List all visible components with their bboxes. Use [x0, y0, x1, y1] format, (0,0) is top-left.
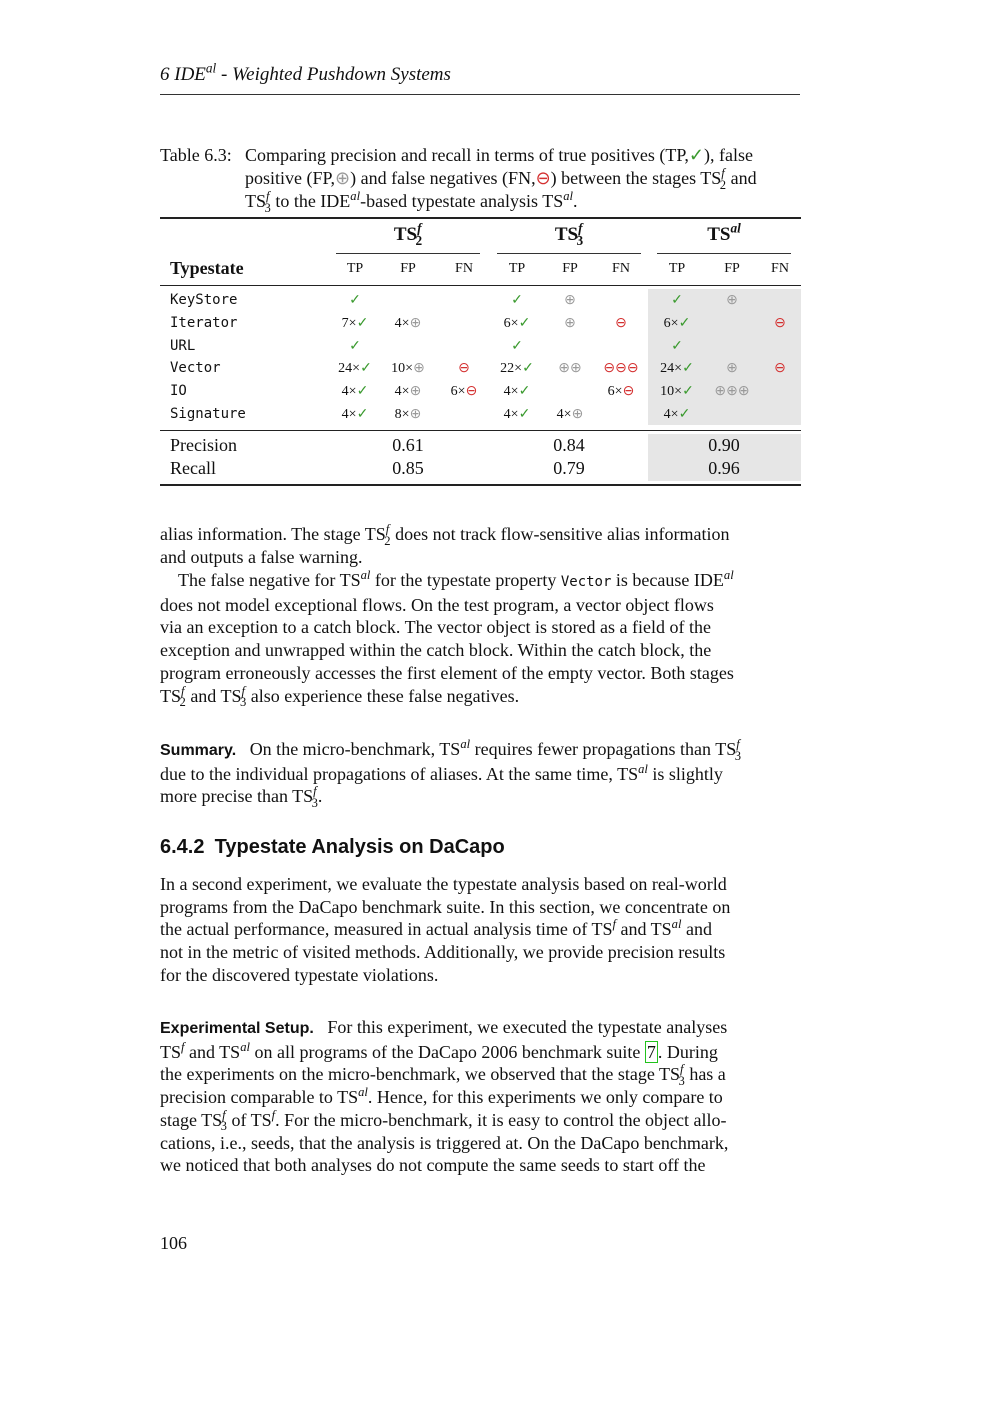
table-cell	[378, 360, 438, 377]
table-cell	[591, 383, 651, 400]
recall-ts2: 0.85	[392, 458, 424, 478]
code-vector: Vector	[560, 574, 612, 590]
row-label: Vector	[170, 360, 221, 377]
table-cell	[325, 292, 385, 309]
cell-count: 4×	[503, 407, 519, 422]
group-rule-ts2	[336, 253, 480, 254]
row-label: KeyStore	[170, 292, 238, 308]
check-icon: ✓	[682, 384, 694, 400]
table-cell	[750, 315, 810, 332]
table-cell	[325, 338, 385, 355]
cell-count: 7×	[341, 315, 357, 331]
cell-count: 4×	[663, 407, 679, 422]
minus-circle-icon: ⊖	[535, 168, 551, 188]
table-cell	[487, 360, 547, 377]
check-icon: ✓	[678, 407, 691, 422]
summary-paragraph: Summary. On the micro-benchmark, $TS^{al}$ requires fewer propagations than $TS^f_3$ due to the individual propagations of aliases. At the same time, $TS^{al}$ is slightly more precise than $TS^f_3$.	[160, 737, 741, 810]
group-ts2: $TS^f_2$	[393, 220, 423, 248]
minus-circle-icon: ⊖	[622, 384, 635, 400]
column-header-tp: TP	[668, 261, 686, 276]
check-icon: ✓	[511, 338, 523, 354]
cell-count: 10×	[391, 361, 414, 377]
plus-circle-icon: ⊕	[409, 315, 422, 331]
precision-label: Precision	[170, 435, 237, 455]
check-icon: ✓	[349, 338, 361, 354]
column-header-tp: TP	[346, 261, 364, 276]
plus-circle-icon: ⊕	[726, 384, 738, 400]
minus-circle-icon: ⊖	[774, 315, 786, 331]
table-cell	[325, 406, 385, 423]
row-label: URL	[170, 337, 196, 354]
cell-count: 6×	[503, 315, 519, 331]
plus-circle-icon: ⊕	[726, 293, 738, 308]
minus-circle-icon: ⊖	[774, 361, 786, 377]
table-top-rule	[160, 217, 801, 219]
experimental-setup-label: Experimental Setup.	[160, 1020, 314, 1037]
check-icon: ✓	[356, 315, 369, 331]
section-number: 6.4.2	[160, 836, 205, 858]
section-heading	[160, 836, 505, 859]
plus-circle-icon: ⊕	[570, 361, 582, 377]
cell-count: 22×	[500, 361, 523, 377]
check-icon: ✓	[671, 338, 683, 354]
table-mid-rule	[160, 285, 801, 286]
plus-circle-icon: ⊕	[726, 361, 738, 377]
check-icon: ✓	[360, 361, 372, 377]
column-header-fn: FN	[455, 261, 473, 276]
table-cell	[325, 383, 385, 400]
citation-link[interactable]: 7	[646, 1041, 656, 1062]
plus-circle-icon: ⊕	[714, 384, 727, 400]
group-tsal: $TS^{al}$	[707, 220, 741, 245]
cell-count: 24×	[660, 361, 683, 377]
column-header-fn: FN	[612, 261, 630, 276]
table-summary-rule	[160, 430, 801, 431]
table-cell	[540, 406, 600, 423]
section-title: Typestate Analysis on DaCapo	[214, 836, 505, 858]
column-header-fp: FP	[562, 261, 578, 276]
cell-count: 4×	[394, 315, 410, 331]
precision-ts3: 0.84	[553, 435, 585, 455]
check-icon: ✓	[682, 361, 694, 377]
cell-count: 4×	[341, 384, 357, 400]
minus-circle-icon: ⊖	[465, 384, 478, 400]
check-icon: ✓	[688, 145, 704, 165]
plus-circle-icon: ⊕	[564, 315, 576, 331]
table-cell	[647, 406, 707, 423]
typestate-header: Typestate	[170, 258, 244, 278]
check-icon: ✓	[518, 384, 531, 400]
recall-label: Recall	[170, 458, 216, 478]
cell-count: 10×	[660, 384, 683, 400]
column-header-tp: TP	[508, 261, 526, 276]
minus-circle-icon: ⊖	[603, 361, 616, 377]
plus-circle-icon: ⊕	[335, 168, 351, 188]
table-cell	[487, 315, 547, 332]
precision-ts2: 0.61	[392, 435, 424, 455]
group-rule-ts3	[497, 253, 641, 254]
check-icon: ✓	[356, 407, 369, 422]
table-cell	[325, 315, 385, 332]
table-cell	[378, 383, 438, 400]
table-cell	[487, 383, 547, 400]
check-icon: ✓	[349, 293, 361, 308]
column-header-fn: FN	[771, 261, 789, 276]
table-cell	[591, 360, 651, 377]
cell-count: 4×	[556, 407, 572, 422]
cell-count: 24×	[338, 361, 361, 377]
table-cell	[702, 383, 762, 400]
caption-label: Table 6.3:	[160, 145, 232, 165]
cell-count: 4×	[341, 407, 357, 422]
table-cell	[487, 338, 547, 355]
cell-count: 6×	[607, 384, 623, 400]
cell-count: 4×	[503, 384, 519, 400]
recall-ts3: 0.79	[553, 458, 585, 478]
plus-circle-icon: ⊕	[564, 293, 576, 308]
table-cell	[647, 338, 707, 355]
plus-circle-icon: ⊕	[409, 407, 422, 422]
table-cell	[378, 315, 438, 332]
check-icon: ✓	[511, 293, 523, 308]
plus-circle-icon: ⊕	[558, 361, 570, 377]
row-label: Iterator	[170, 314, 238, 331]
table-cell	[647, 360, 707, 377]
check-icon: ✓	[678, 315, 691, 331]
cell-count: 6×	[450, 384, 466, 400]
row-label: Signature	[170, 406, 246, 422]
check-icon: ✓	[518, 315, 531, 331]
plus-circle-icon: ⊕	[409, 384, 422, 400]
table-cell	[591, 315, 651, 332]
check-icon: ✓	[671, 293, 683, 308]
recall-tsal: 0.96	[708, 458, 740, 478]
group-rule-tsal	[657, 253, 791, 254]
precision-tsal: 0.90	[708, 435, 740, 455]
minus-circle-icon: ⊖	[458, 361, 470, 377]
table-caption: Table 6.3: Comparing precision and recall in terms of true positives (TP,✓), false positive (FP,⊕) and false negatives (FN,⊖) between the stages $TS^f_2$ and $TS^f_3$ to the $IDE^{al}$-based typestate analysis $TS^{al}$.	[160, 145, 757, 215]
summary-label: Summary.	[160, 742, 237, 759]
column-header-fp: FP	[724, 261, 740, 276]
group-ts3: $TS^f_3$	[554, 220, 584, 248]
plus-circle-icon: ⊕	[737, 384, 750, 400]
table-cell	[434, 383, 494, 400]
table-cell	[540, 292, 600, 309]
body-paragraph-false-negative: The false negative for $TS^{al}$ for the typestate property Vector is because $IDE^{al}$ does not model exceptional flows. On the test program, a vector object flows via an exception to a catch block. The vector object is stored as a field of the exception and unwrapped within the catch block. Within the catch block, the program erroneously accesses the first element of the empty vector. Both stages $TS^f_2$ and $TS^f_3$ also experience these false negatives.	[160, 568, 734, 710]
table-cell	[647, 292, 707, 309]
table-cell	[647, 383, 707, 400]
table-cell	[378, 406, 438, 423]
table-cell	[702, 292, 762, 309]
table-cell	[750, 360, 810, 377]
cell-count: 4×	[394, 384, 410, 400]
minus-circle-icon: ⊖	[626, 361, 639, 377]
plus-circle-icon: ⊕	[413, 361, 425, 377]
check-icon: ✓	[518, 407, 531, 422]
running-header: 6 $IDE^{al}$ - Weighted Pushdown Systems	[160, 64, 800, 95]
table-cell	[434, 360, 494, 377]
cell-count: 6×	[663, 315, 679, 331]
cell-count: 8×	[394, 407, 410, 422]
table-bottom-rule	[160, 484, 801, 486]
body-paragraph-setup: Experimental Setup. For this experiment, we executed the typestate analyses $TS^f$ and $TS^{al}$ on all programs of the DaCapo 2006 benchmark suite 7 . During the experiments on the micro-benchmark, we observed that the stage $TS^f_3$ has a precision comparable to $TS^{al}$. Hence, for this experiments we only compare to stage $TS^f_3$ of $TS^f$. For the micro-benchmark, it is easy to control the object allo- cations, i.e., seeds, that the analysis is triggered at. On the DaCapo benchmark, we noticed that both analyses do not compute the same seeds to start off the	[160, 1017, 729, 1176]
table-cell	[325, 360, 385, 377]
check-icon: ✓	[522, 361, 534, 377]
table-cell	[647, 315, 707, 332]
check-icon: ✓	[356, 384, 369, 400]
page-number: 106	[160, 1233, 187, 1253]
table-cell	[487, 406, 547, 423]
shade-body	[648, 289, 801, 425]
plus-circle-icon: ⊕	[571, 407, 584, 422]
body-paragraph-dacapo: In a second experiment, we evaluate the typestate analysis based on real-world programs from the DaCapo benchmark suite. In this section, we concentrate on the actual performance, measured in actual analysis time of $TS^f$ and $TS^{al}$ and not in the metric of visited methods. Additionally, we provide precision results for the discovered typestate violations.	[160, 874, 731, 985]
minus-circle-icon: ⊖	[615, 315, 627, 331]
row-label: IO	[170, 383, 187, 400]
body-paragraph-alias: alias information. The stage $TS^f_2$ does not track flow-sensitive alias information and outputs a false warning.	[160, 522, 730, 567]
minus-circle-icon: ⊖	[615, 361, 627, 377]
table-cell	[487, 292, 547, 309]
column-header-fp: FP	[400, 261, 416, 276]
